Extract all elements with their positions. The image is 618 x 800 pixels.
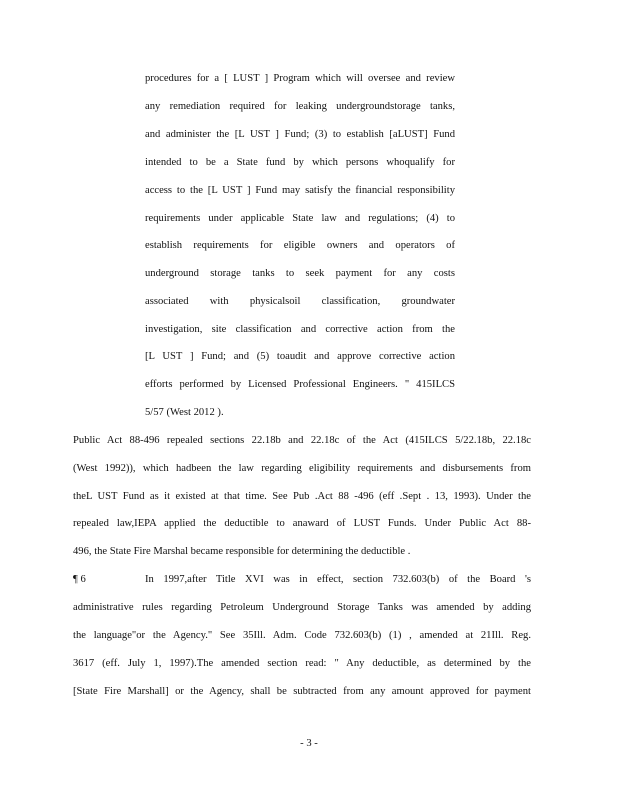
body-line: (West 1992)), which hadbeen the law regarding eligibility requirements and disbursements from [73,463,531,474]
page-number: - 3 - [300,738,318,749]
block-quote-line: requirements under applicable State law and regulations; (4) to [145,213,455,224]
block-quote-line: underground storage tanks to seek payment for any costs [145,268,455,279]
block-quote-line: efforts performed by Licensed Professional Engineers. " 415ILCS [145,379,455,390]
body-line: 3617 (eff. July 1, 1997).The amended section read: " Any deductible, as determined by the [73,658,531,669]
block-quote-line: procedures for a [ LUST ] Program which will oversee and review [145,73,455,84]
body-line: [State Fire Marshall] or the Agency, shall be subtracted from any amount approved for payment [73,686,531,697]
body-line: Public Act 88-496 repealed sections 22.18b and 22.18c of the Act (415ILCS 5/22.18b, 22.18c [73,435,531,446]
body-line: repealed law,IEPA applied the deductible to anaward of LUST Funds. Under Public Act 88- [73,518,531,529]
body-line: administrative rules regarding Petroleum Underground Storage Tanks was amended by adding [73,602,531,613]
block-quote-line: any remediation required for leaking undergroundstorage tanks, [145,101,455,112]
block-quote-line: associated with physicalsoil classification, groundwater [145,296,455,307]
paragraph-first-line: In 1997,after Title XVI was in effect, section 732.603(b) of the Board 's [145,574,531,585]
block-quote-line: and administer the [L UST ] Fund; (3) to establish [aLUST] Fund [145,129,455,140]
block-quote-line: access to the [L UST ] Fund may satisfy the financial responsibility [145,185,455,196]
block-quote-line: [L UST ] Fund; and (5) toaudit and approve corrective action [145,351,455,362]
block-quote-line: investigation, site classification and corrective action from the [145,324,455,335]
body-line: the language"or the Agency." See 35Ill. Adm. Code 732.603(b) (1) , amended at 21Ill. Reg. [73,630,531,641]
block-quote-line: establish requirements for eligible owners and operators of [145,240,455,251]
body-line: 496, the State Fire Marshal became responsible for determining the deductible . [73,546,411,557]
paragraph-number: ¶ 6 [73,574,86,585]
block-quote-line: 5/57 (West 2012 ). [145,407,224,418]
block-quote-line: intended to be a State fund by which persons whoqualify for [145,157,455,168]
body-line: theL UST Fund as it existed at that time. See Pub .Act 88 -496 (eff .Sept . 13, 1993). Under the [73,491,531,502]
